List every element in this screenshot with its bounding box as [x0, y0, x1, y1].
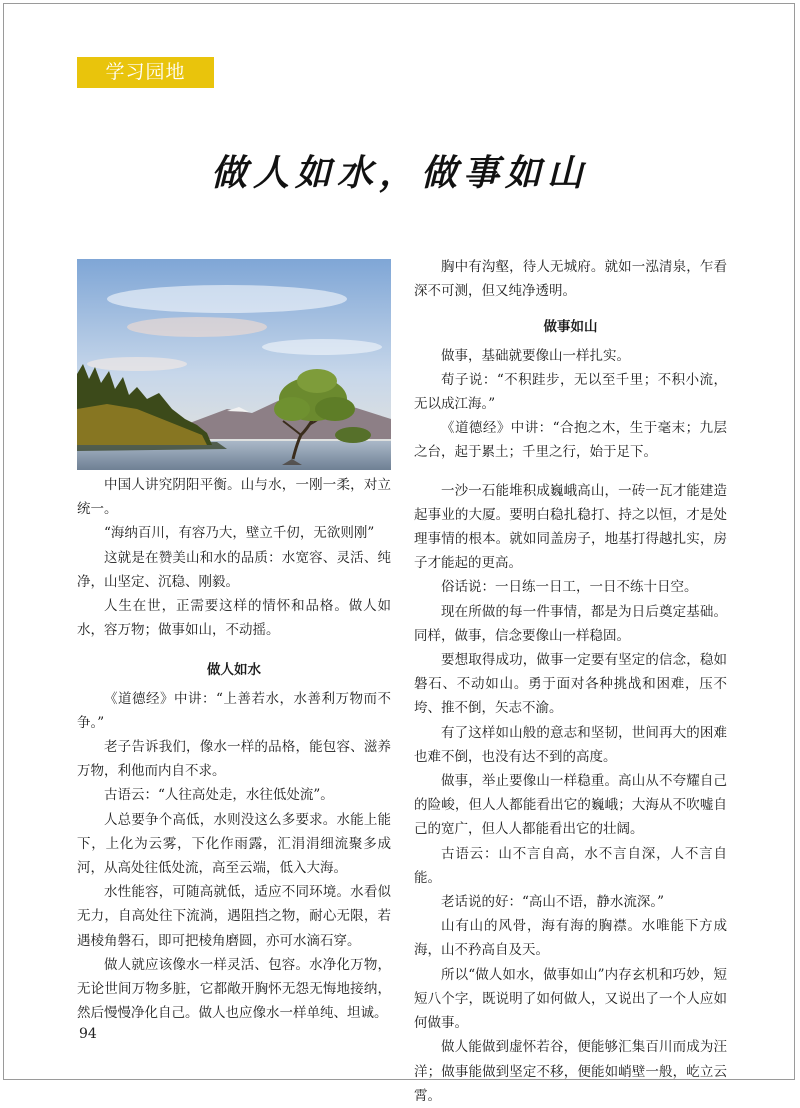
body-paragraph: 荀子说：“不积跬步，无以至千里；不积小流，无以成江海。”: [414, 371, 727, 413]
body-paragraph: 《道德经》中讲：“上善若水，水善利万物而不争。”: [77, 690, 391, 731]
intro-paragraph: “海纳百川，有容乃大，壁立千仞，无欲则刚”: [104, 525, 375, 542]
intro-paragraph: 人生在世，正需要这样的情怀和品格。做人如水，容万物；做事如山，不动摇。: [77, 598, 391, 639]
lake-tree-photo: [77, 259, 391, 470]
page-number: 94: [79, 1026, 97, 1042]
body-paragraph: 老子告诉我们，像水一样的品格，能包容、滋养万物，利他而内自不求。: [77, 739, 391, 780]
intro-paragraph: 胸中有沟壑，待人无城府。就如一泓清泉，乍看深不可测，但又纯净透明。: [414, 259, 727, 300]
body-paragraph: 古语云：“人往高处走，水往低处流”。: [104, 787, 334, 804]
body-paragraph: 做事，基础就要像山一样扎实。: [441, 347, 630, 364]
subheading-mountain: 做事如山: [543, 319, 598, 336]
article-title: 做人如水，做事如山: [210, 152, 589, 194]
body-paragraph: 做人就应该像水一样灵活、包容。水净化万物，无论世间万物多脏，它都敞开胸怀无怨无悔地接纳，然后慢慢净化自己。做人也应像水一样单纯、坦诚。: [77, 956, 391, 1022]
body-paragraph: 做事，举止要像山一样稳重。高山从不夸耀自己的险峻，但人人都能看出它的巍峨；大海从不吹嘘自己的宽广，但人人都能看出它的壮阔。: [414, 773, 727, 838]
body-paragraph: 老话说的好：“高山不语，静水流深。”: [441, 894, 665, 911]
right-column: [414, 255, 727, 1108]
body-paragraph: 要想取得成功，做事一定要有坚定的信念，稳如磐石、不动如山。勇于面对各种挑战和困难，压不垮、推不倒，矢志不渝。: [414, 652, 727, 717]
body-paragraph: 现在所做的每一件事情，都是为日后奠定基础。同样，做事，信念要像山一样稳固。: [414, 603, 727, 644]
body-paragraph: 水性能容，可随高就低，适应不同环境。水看似无力，自高处往下流淌，遇阻挡之物，耐心无限，若遇棱角磐石，即可把棱角磨圆，亦可水滴石穿。: [77, 884, 391, 949]
left-column: [77, 473, 391, 1025]
body-paragraph: 有了这样如山般的意志和坚韧，世间再大的困难也难不倒，也没有达不到的高度。: [414, 724, 727, 765]
body-paragraph: 所以“做人如水，做事如山”内存玄机和巧妙，短短八个字，既说明了如何做人，又说出了一个人应如何做事。: [414, 966, 727, 1032]
body-paragraph: 俗话说：一日练一日工，一日不练十日空。: [441, 579, 698, 596]
section-tag: 学习园地: [77, 57, 214, 88]
body-paragraph: 一沙一石能堆积成巍峨高山，一砖一瓦才能建造起事业的大厦。要明白稳扎稳打、持之以恒，才是处理事情的根本。就如同盖房子，地基打得越扎实，房子才能起的更高。: [414, 482, 727, 572]
intro-paragraph: 这就是在赞美山和水的品质：水宽容、灵活、纯净，山坚定、沉稳、刚毅。: [77, 549, 391, 590]
subheading-water: 做人如水: [207, 662, 261, 679]
body-paragraph: 做人能做到虚怀若谷，便能够汇集百川而成为汪洋；做事能做到坚定不移，便能如峭壁一般，屹立云霄。: [414, 1039, 727, 1104]
intro-paragraph: 中国人讲究阴阳平衡。山与水，一刚一柔，对立统一。: [77, 477, 391, 518]
body-paragraph: 人总要争个高低，水则没这么多要求。水能上能下，上化为云雾，下化作雨露，汇涓涓细流聚多成河，从高处往低处流，高至云端，低入大海。: [77, 811, 391, 877]
body-paragraph: 山有山的风骨，海有海的胸襟。水唯能下方成海，山不矜高自及天。: [414, 918, 727, 959]
body-paragraph: 《道德经》中讲：“合抱之木，生于毫末；九层之台，起于累土；千里之行，始于足下。: [414, 420, 727, 461]
body-paragraph: 古语云：山不言自高，水不言自深，人不言自能。: [414, 845, 727, 886]
